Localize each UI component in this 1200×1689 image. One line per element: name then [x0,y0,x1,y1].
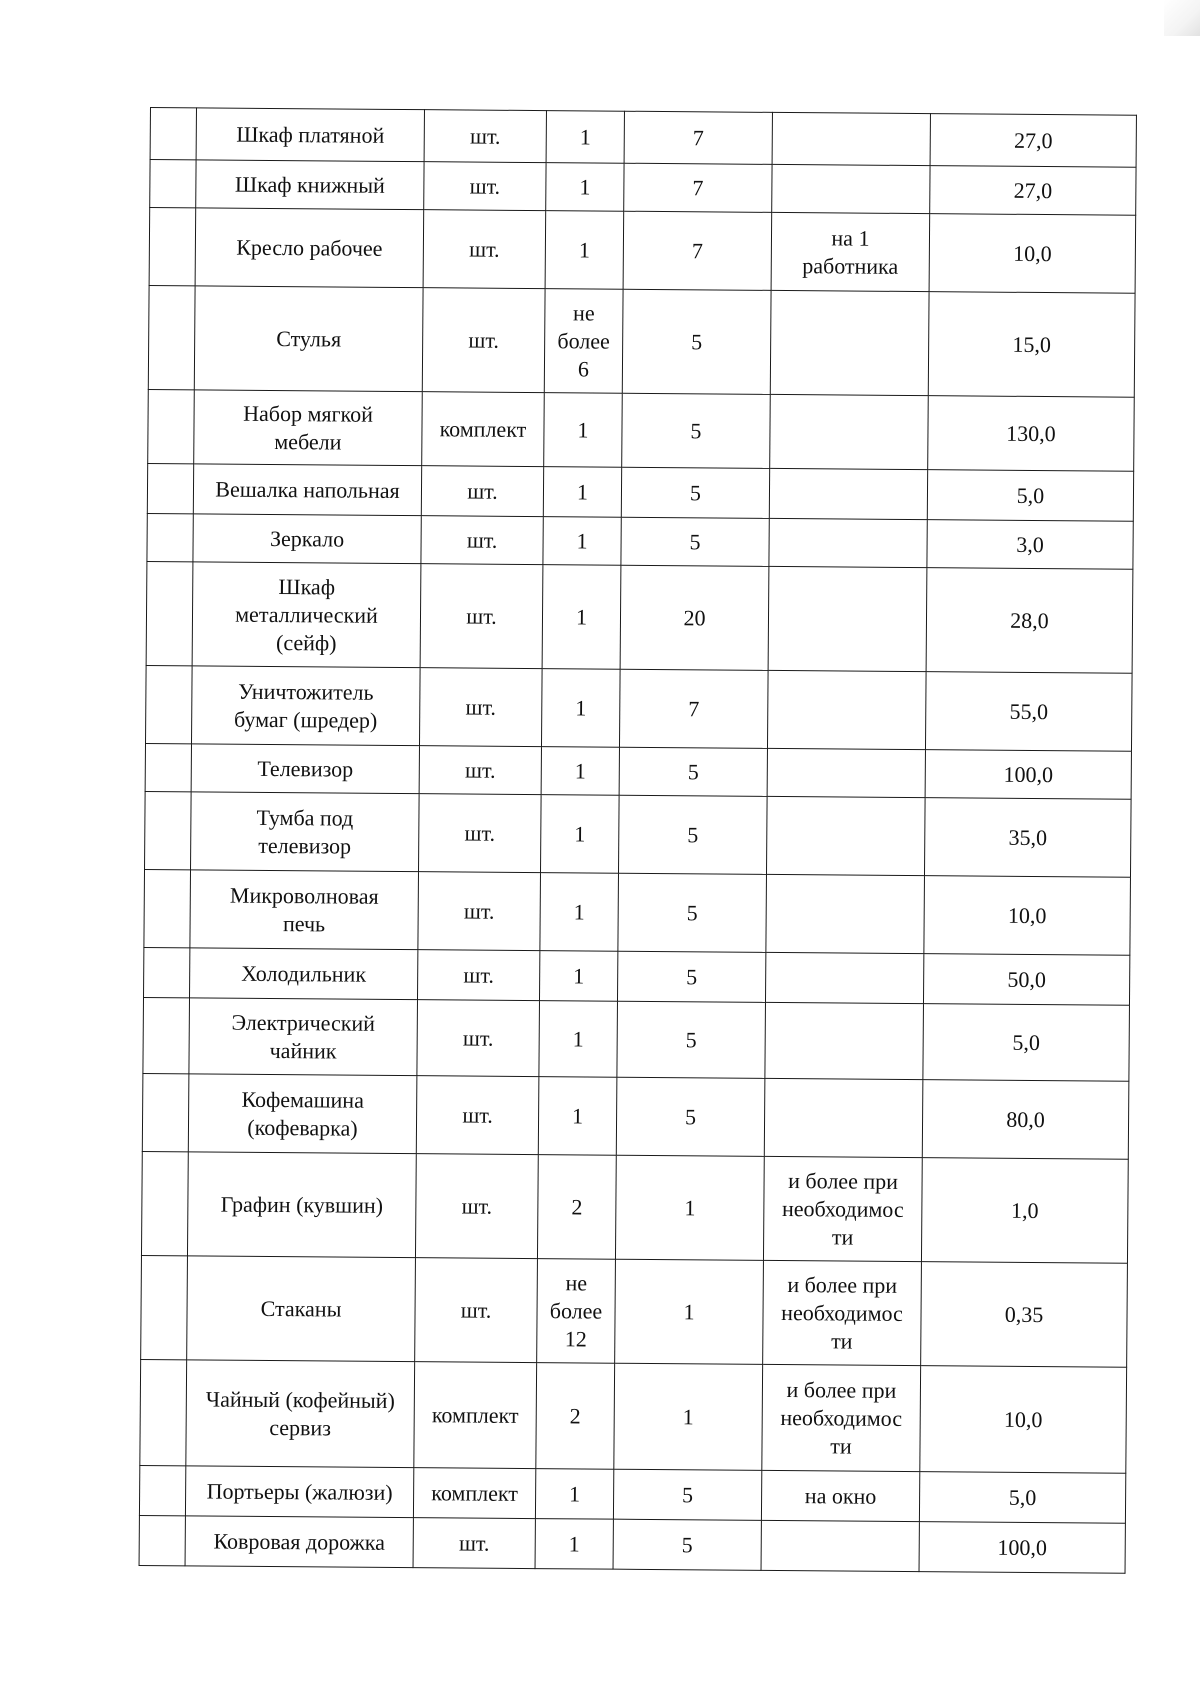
table-row [144,869,1131,955]
service-life-cell: 5 [616,1077,765,1156]
table-row [143,997,1130,1081]
quantity-cell: 1 [544,393,623,468]
table-row [149,208,1136,294]
quantity-cell: 2 [536,1363,615,1470]
unit-cell: шт. [419,668,542,747]
service-life-cell: 5 [622,289,771,394]
price-cell: 0,35 [921,1262,1128,1368]
item-name-cell: Чайный (кофейный) сервиз [186,1360,415,1468]
item-name-cell: Электрический чайник [189,998,418,1076]
note-cell [765,1002,924,1079]
table-row [140,1359,1127,1473]
row-number-cell [145,791,192,869]
row-number-cell [147,513,193,561]
table-row [144,947,1130,1005]
service-life-cell: 1 [615,1155,764,1260]
service-life-cell: 5 [618,795,767,874]
item-name-cell: Холодильник [190,948,418,1000]
note-cell [768,566,927,671]
note-cell [769,468,927,519]
quantity-cell: не более 6 [544,289,623,394]
unit-cell: шт. [424,162,546,211]
price-cell: 100,0 [919,1522,1125,1574]
unit-cell: шт. [423,210,546,289]
price-cell: 130,0 [928,396,1135,472]
table-body [139,108,1136,1574]
item-name-cell: Кресло рабочее [195,208,424,288]
quantity-cell: 1 [543,517,621,566]
row-number-cell [145,743,191,791]
quantity-cell: 1 [540,795,619,874]
price-cell: 27,0 [930,114,1136,168]
item-name-cell: Кофемашина (кофеварка) [188,1074,417,1154]
unit-cell: шт. [418,872,541,951]
row-number-cell [146,561,193,665]
note-cell [767,748,925,797]
price-cell: 28,0 [926,568,1133,674]
unit-cell: шт. [421,466,543,517]
service-life-cell: 7 [624,111,772,164]
price-cell: 10,0 [920,1366,1127,1474]
price-cell: 50,0 [923,954,1129,1006]
item-name-cell: Ковровая дорожка [185,1516,413,1568]
price-cell: 35,0 [924,798,1131,878]
note-cell: и более при необходимос ти [762,1364,921,1471]
note-cell: и более при необходимос ти [763,1260,922,1365]
note-cell [765,952,923,1003]
quantity-cell: 1 [546,163,624,212]
note-cell [770,290,929,395]
unit-cell: комплект [413,1468,535,1519]
service-life-cell: 5 [613,1519,761,1570]
note-cell [767,670,926,749]
quantity-cell: 1 [535,1519,613,1570]
note-cell: на окно [761,1470,919,1521]
row-number-cell [146,665,193,743]
item-name-cell: Набор мягкой мебели [194,390,423,466]
row-number-cell [144,947,190,997]
table-row [141,1255,1128,1367]
row-number-cell [143,997,190,1073]
price-cell: 5,0 [919,1472,1125,1524]
unit-cell: шт. [420,564,543,669]
quantity-cell: 1 [541,669,620,748]
service-life-cell: 7 [623,211,772,290]
row-number-cell [149,208,196,286]
service-life-cell: 5 [617,1001,766,1078]
unit-cell: шт. [417,950,539,1001]
row-number-cell [142,1073,189,1151]
note-cell [766,874,925,953]
item-name-cell: Тумба под телевизор [191,792,420,872]
unit-cell: шт. [415,1258,538,1363]
service-life-cell: 20 [620,565,769,670]
table-row [148,389,1135,471]
service-life-cell: 5 [618,873,767,952]
unit-cell: комплект [414,1362,537,1469]
quantity-cell: 1 [545,211,624,290]
table-row [147,463,1133,521]
quantity-cell: 1 [539,951,617,1002]
note-cell [764,1078,923,1157]
quantity-cell: 1 [542,565,621,670]
note-cell: на 1 работника [771,212,930,291]
service-life-cell: 1 [615,1259,764,1364]
unit-cell: комплект [422,392,545,467]
table-row [146,665,1133,751]
service-life-cell: 5 [613,1469,761,1520]
row-number-cell [150,108,196,160]
quantity-cell: не более 12 [537,1259,616,1364]
unit-cell: шт. [413,1518,535,1569]
item-name-cell: Уничтожитель бумаг (шредер) [191,666,420,746]
unit-cell: шт. [424,110,546,163]
table-row [145,791,1132,877]
service-life-cell: 7 [619,669,768,748]
row-number-cell [148,389,195,463]
item-name-cell: Шкаф металлический (сейф) [192,562,421,668]
service-life-cell: 5 [617,951,765,1002]
unit-cell: шт. [416,1076,539,1155]
table-row [146,561,1133,673]
price-cell: 5,0 [923,1004,1130,1082]
note-cell [770,394,929,469]
row-number-cell [147,463,193,513]
item-name-cell: Микроволновая печь [190,870,419,950]
note-cell [761,1520,919,1571]
price-cell: 10,0 [924,876,1131,956]
equipment-norms-table [139,107,1137,1574]
item-name-cell: Стаканы [187,1256,416,1362]
scan-corner-artifact [1164,0,1200,36]
price-cell: 1,0 [921,1158,1128,1264]
row-number-cell [140,1359,187,1465]
note-cell [772,112,930,165]
item-name-cell: Портьеры (жалюзи) [185,1466,413,1518]
service-life-cell: 5 [621,467,769,518]
service-life-cell: 1 [614,1363,763,1470]
quantity-cell: 1 [543,467,621,518]
quantity-cell: 1 [541,747,619,796]
quantity-cell: 2 [537,1155,616,1260]
quantity-cell: 1 [546,111,624,164]
price-cell: 5,0 [927,470,1133,522]
table-row [139,1515,1125,1573]
note-cell: и более при необходимос ти [763,1156,922,1261]
service-life-cell: 5 [619,747,767,796]
item-name-cell: Телевизор [191,744,419,794]
table-row [147,513,1133,569]
unit-cell: шт. [421,516,543,565]
unit-cell: шт. [419,746,541,795]
row-number-cell [139,1515,185,1565]
table-row [142,1073,1129,1159]
table-row [150,108,1136,168]
unit-cell: шт. [422,288,545,393]
note-cell [772,164,930,213]
row-number-cell [150,160,196,208]
item-name-cell: Шкаф платяной [196,108,424,162]
price-cell: 55,0 [925,672,1132,752]
item-name-cell: Шкаф книжный [196,160,424,210]
table-row [141,1151,1128,1263]
quantity-cell: 1 [538,1077,617,1156]
price-cell: 10,0 [929,214,1136,294]
row-number-cell [141,1255,188,1359]
item-name-cell: Вешалка напольная [193,464,421,516]
service-life-cell: 5 [621,517,769,566]
table-row [150,160,1136,216]
price-cell: 80,0 [922,1080,1129,1160]
item-name-cell: Графин (кувшин) [187,1152,416,1258]
service-life-cell: 7 [624,163,772,212]
quantity-cell: 1 [535,1469,613,1520]
quantity-cell: 1 [540,873,619,952]
unit-cell: шт. [415,1154,538,1259]
price-cell: 27,0 [930,166,1136,216]
table-row [145,743,1131,799]
row-number-cell [139,1465,185,1515]
price-cell: 100,0 [925,750,1131,800]
item-name-cell: Зеркало [193,514,421,564]
price-cell: 15,0 [928,292,1135,398]
table-row [148,285,1135,397]
row-number-cell [148,285,195,389]
unit-cell: шт. [417,1000,540,1077]
quantity-cell: 1 [539,1001,618,1078]
row-number-cell [141,1151,188,1255]
note-cell [766,796,925,875]
service-life-cell: 5 [622,393,771,468]
table-row [139,1465,1125,1523]
note-cell [769,518,927,567]
row-number-cell [144,869,191,947]
price-cell: 3,0 [927,520,1133,570]
item-name-cell: Стулья [194,286,423,392]
unit-cell: шт. [419,794,542,873]
